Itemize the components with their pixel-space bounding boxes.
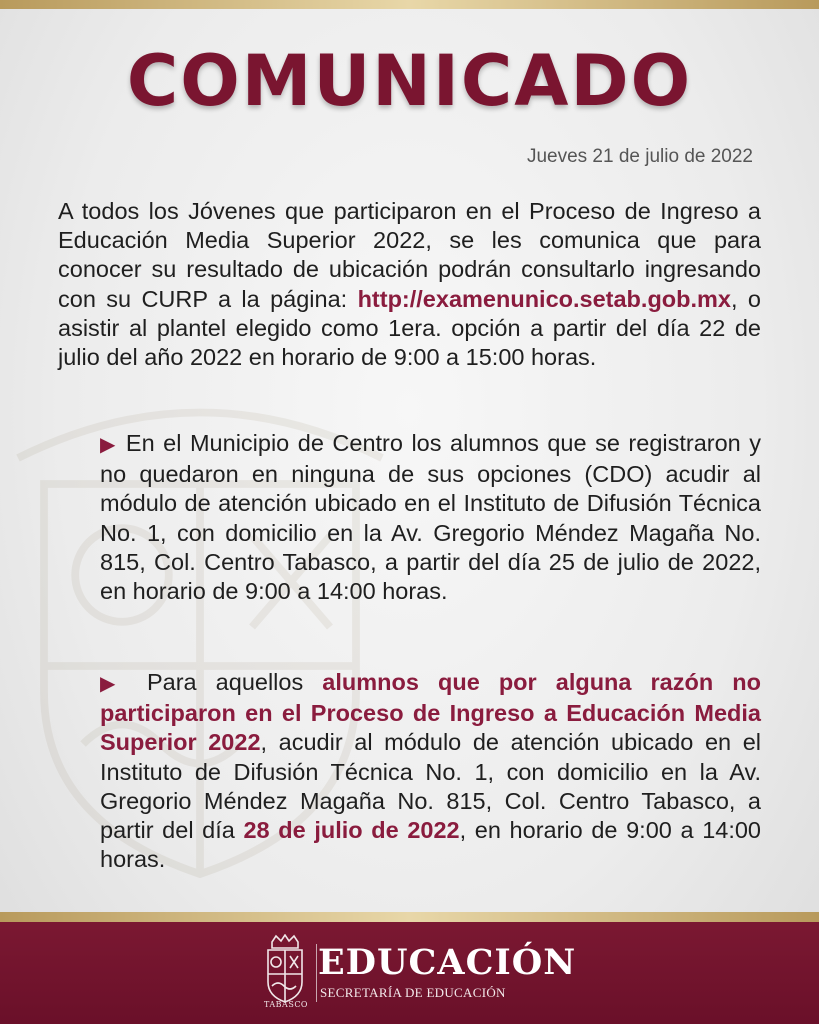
bullet-text-start: Para aquellos	[146, 669, 323, 695]
page-title: COMUNICADO	[126, 40, 693, 122]
bullet-text: En el Municipio de Centro los alumnos que se registraron y no quedaron en ninguna de sus opciones (CDO) acudir al módulo de atención ubicado en el Instituto de Difusión Técnica No. 1, con domicilio en la Av. Gregorio Méndez Magaña No. 815, Col. Centro Tabasco, a partir del día 25 de julio de 2022, en horario de 9:00 a 14:00 horas.	[100, 430, 762, 605]
bullet-arrow-icon: ▶	[100, 434, 118, 456]
intro-paragraph	[58, 197, 761, 372]
seal-caption: TABASCO	[264, 1000, 308, 1009]
intro-text-end: , o asistir al plantel elegido como 1era. opción a partir del día 22 de julio del año 2022 en horario de 9:00 a 15:00 horas.	[58, 285, 761, 371]
footer-brand: EDUCACIÓN	[318, 942, 577, 983]
bullet-arrow-icon: ▶	[100, 673, 128, 695]
footer-divider	[316, 944, 317, 1002]
footer-banner	[0, 922, 819, 1024]
announcement-date: Jueves 21 de julio de 2022	[526, 146, 753, 167]
bullet-text-middle: , acudir al módulo de atención ubicado en el Instituto de Difusión Técnica No. 1, con domicilio en la Av. Gregorio Méndez Magaña No. 815, Col. Centro Tabasco, a partir del día	[100, 729, 761, 844]
top-gold-border	[0, 0, 819, 9]
bottom-gold-border	[0, 912, 819, 922]
bullet-text-end: , en horario de 9:00 a 14:00 horas.	[100, 817, 762, 873]
bullet-item-centro	[100, 429, 761, 606]
intro-text-start: A todos los Jóvenes que participaron en el Proceso de Ingreso a Educación Media Superior 2022, se les comunica que para conocer su resultado de ubicación podrán consultarlo ingresando con su CURP a la página:	[58, 198, 761, 312]
results-link[interactable]: http://examenunico.setab.gob.mx	[357, 285, 732, 312]
footer-subtitle: SECRETARÍA DE EDUCACIÓN	[320, 985, 506, 1000]
highlight-date: 28 de julio de 2022	[243, 817, 460, 844]
bullet-item-no-participants	[100, 668, 761, 874]
highlight-no-participants: alumnos que por alguna razón no participaron en el Proceso de Ingreso a Educación Media Superior 2022	[100, 669, 761, 756]
